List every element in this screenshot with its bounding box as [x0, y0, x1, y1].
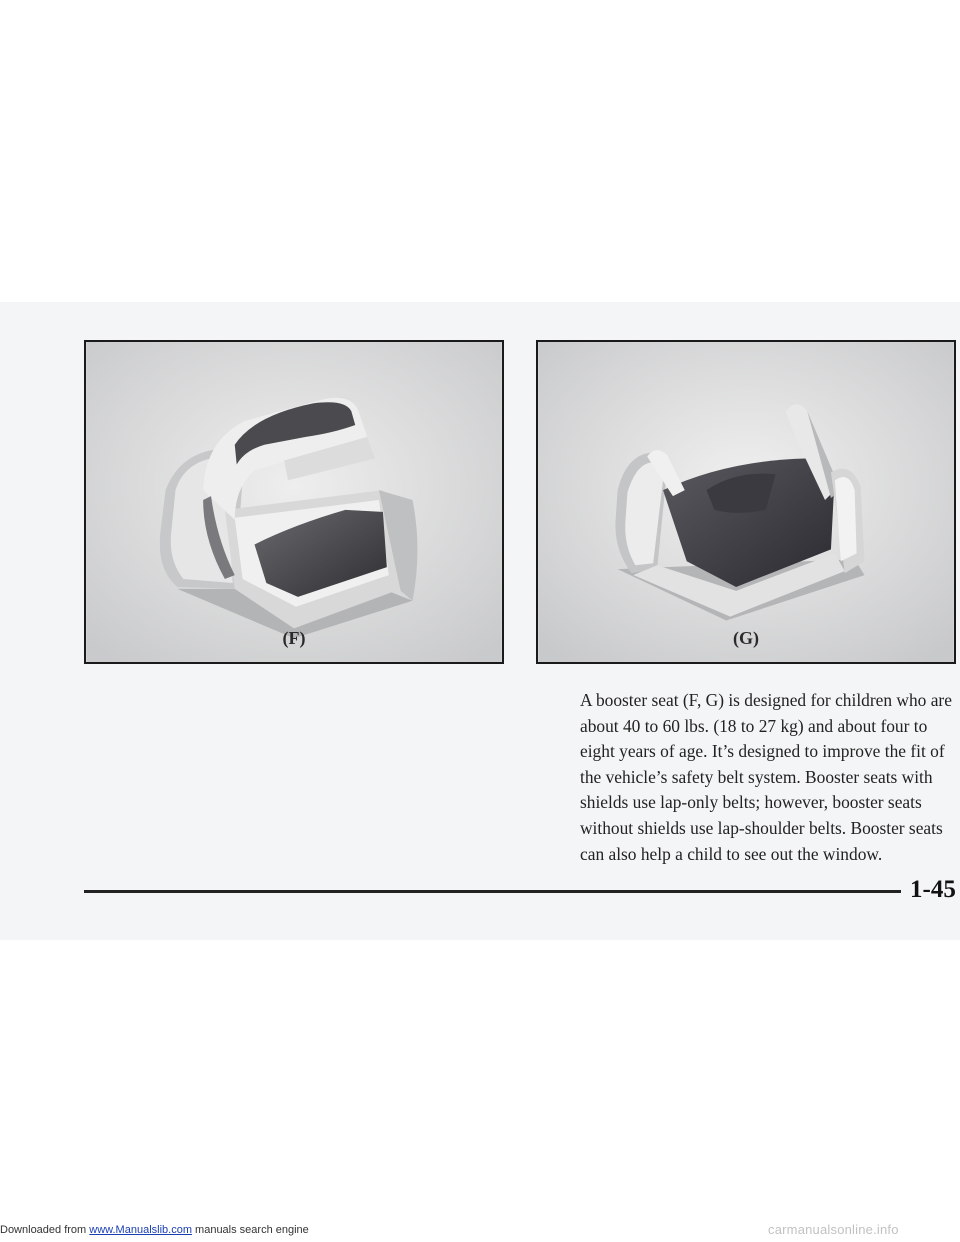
- booster-seat-with-shield-illustration: [86, 342, 502, 662]
- booster-seat-without-shield-illustration: [538, 342, 954, 662]
- manualslib-link[interactable]: www.Manualslib.com: [89, 1224, 192, 1236]
- footer-rule: [84, 890, 901, 893]
- footer-prefix: Downloaded from: [0, 1224, 90, 1236]
- footer-suffix: manuals search engine: [191, 1224, 309, 1236]
- download-footer: [0, 1224, 309, 1236]
- watermark: carmanualsonline.info: [768, 1222, 899, 1237]
- booster-seat-description: A booster seat (F, G) is designed for children who are about 40 to 60 lbs. (18 to 27 kg) and about four to eight years of age. It’s designed to improve the fit of the vehicle’s safety belt system. Booster seats with shields use lap-only belts; however, booster seats without shields use lap-shoulder belts. Booster seats can also help a child to see out the window.: [580, 690, 952, 864]
- figure-label-g: (G): [733, 628, 759, 648]
- figure-booster-seat-with-shield: [84, 340, 504, 664]
- figure-booster-seat-without-shield: [536, 340, 956, 664]
- figure-label-f: (F): [282, 628, 306, 648]
- page-number: 1-45: [910, 876, 956, 903]
